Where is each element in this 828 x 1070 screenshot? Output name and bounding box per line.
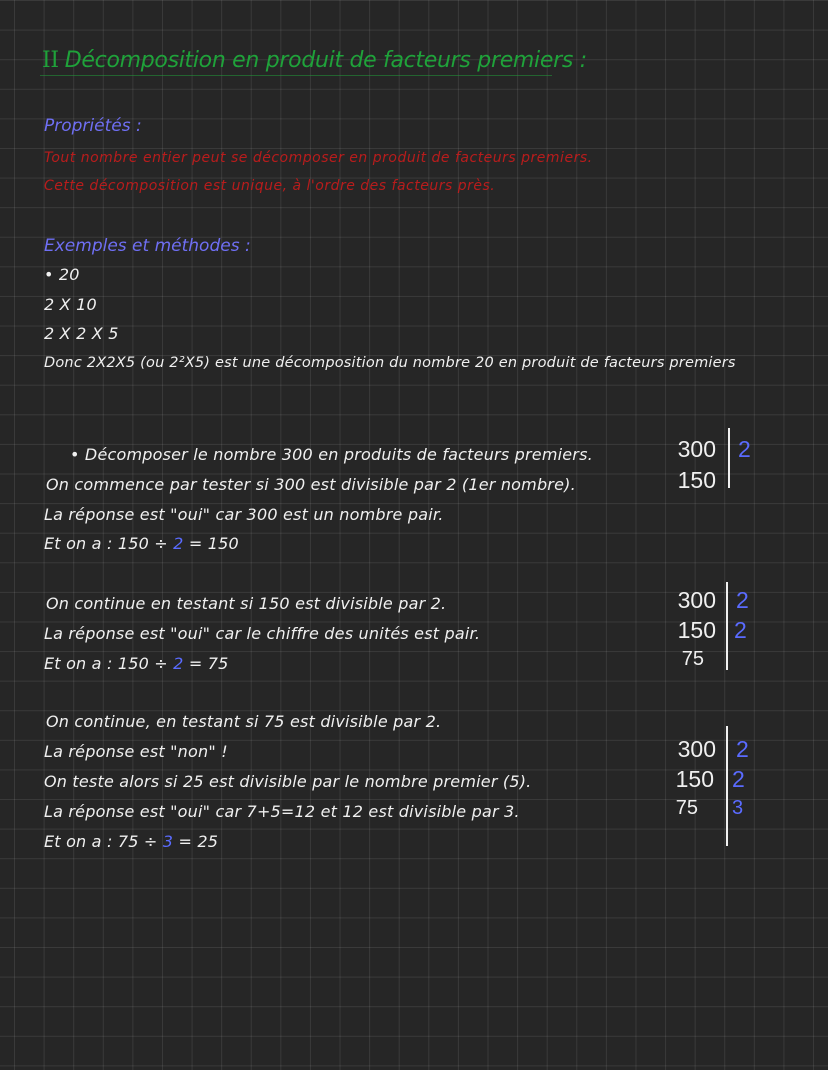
block3-table-separator (726, 726, 728, 846)
block1-eq-a: Et on a : 150 ÷ (44, 534, 174, 553)
block1-line-2: On commence par tester si 300 est divisible par 2 (1er nombre). (46, 475, 576, 494)
block2-line-2: La réponse est "oui" car le chiffre des unités est pair. (44, 624, 481, 643)
example-line-3: 2 X 2 X 5 (44, 324, 119, 343)
section-title (42, 48, 587, 73)
block3-table-d2: 2 (732, 766, 745, 792)
block3-line-4: La réponse est "oui" car 7+5=12 et 12 est divisible par 3. (44, 802, 520, 821)
block1-table-separator (728, 428, 730, 488)
example-line-2: 2 X 10 (44, 295, 97, 314)
block2-table-n2: 150 (677, 617, 716, 643)
block3-line-1: On continue, en testant si 75 est divisible par 2. (46, 712, 442, 731)
block3-line-5 (44, 832, 218, 851)
title-underline (40, 75, 552, 76)
block2-line-1: On continue en testant si 150 est divisible par 2. (46, 594, 447, 613)
block3-eq-c: = 25 (173, 832, 219, 851)
section-title-text: Décomposition en produit de facteurs premiers : (64, 48, 587, 73)
block3-line-2: La réponse est "non" ! (44, 742, 228, 761)
block2-table-n1: 300 (677, 587, 716, 613)
block3-table-n2: 150 (675, 766, 714, 792)
example-line-1: • 20 (44, 265, 80, 284)
block3-line-3: On teste alors si 25 est divisible par le nombre premier (5). (44, 772, 532, 791)
section-number: II (42, 48, 59, 73)
block2-table-d2: 2 (734, 617, 747, 643)
block3-table-n1: 300 (677, 736, 716, 762)
examples-heading: Exemples et méthodes : (44, 236, 251, 256)
property-line-2: Cette décomposition est unique, à l'ordre des facteurs près. (44, 178, 496, 194)
block1-line-1: • Décomposer le nombre 300 en produits de facteurs premiers. (70, 445, 593, 464)
block3-eq-a: Et on a : 75 ÷ (44, 832, 163, 851)
block1-line-3: La réponse est "oui" car 300 est un nombre pair. (44, 505, 444, 524)
block3-eq-divisor: 3 (162, 832, 174, 851)
block1-eq-c: = 150 (183, 534, 239, 553)
block3-table-n3: 75 (675, 797, 698, 819)
example-conclusion: Donc 2X2X5 (ou 2²X5) est une décomposition du nombre 20 en produit de facteurs premiers (44, 355, 736, 371)
block2-line-3 (44, 654, 229, 673)
block1-line-4 (44, 534, 239, 553)
block2-eq-a: Et on a : 150 ÷ (44, 654, 174, 673)
property-line-1: Tout nombre entier peut se décomposer en produit de facteurs premiers. (44, 150, 593, 166)
block2-table-separator (726, 582, 728, 670)
block1-table-d1: 2 (738, 436, 751, 462)
block1-table-n2: 150 (677, 467, 716, 493)
block2-eq-c: = 75 (183, 654, 229, 673)
block2-table-n3: 75 (681, 648, 704, 670)
properties-heading: Propriétés : (44, 116, 142, 136)
block3-table-d1: 2 (736, 736, 749, 762)
block1-table-n1: 300 (677, 436, 716, 462)
block2-eq-divisor: 2 (173, 654, 184, 673)
block2-table-d1: 2 (736, 587, 749, 613)
block1-eq-divisor: 2 (173, 534, 184, 553)
block3-table-d3: 3 (732, 797, 744, 819)
